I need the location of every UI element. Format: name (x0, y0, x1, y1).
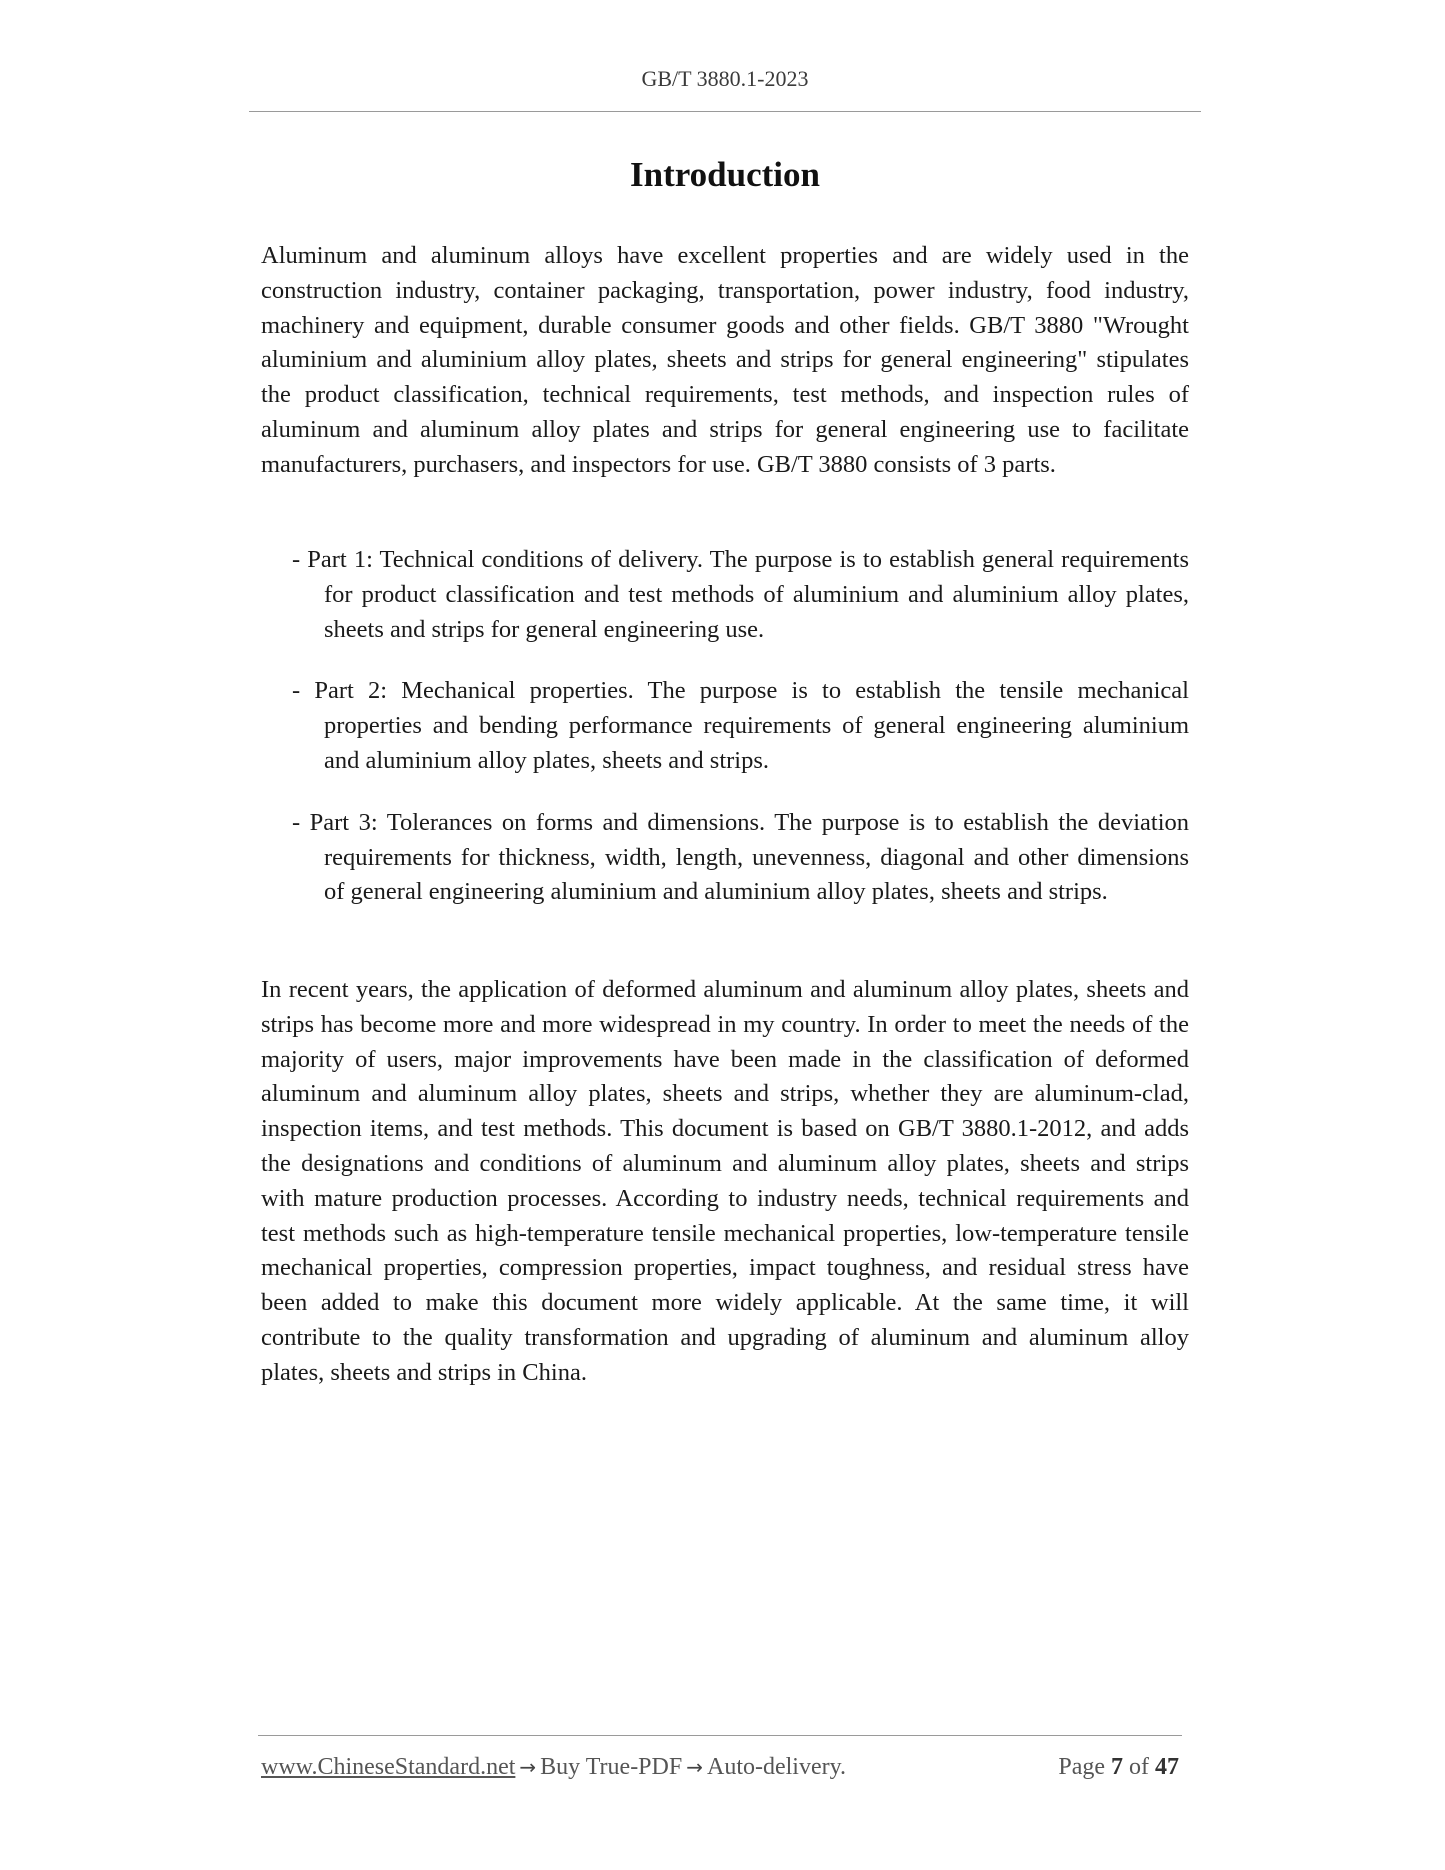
closing-paragraph: In recent years, the application of deformed aluminum and aluminum alloy plates, sheets and strips has become more and more widespread in my country. In order to meet the needs of the majority of users, major improvements have been made in the classification of deformed aluminum and aluminum alloy plates, sheets and strips, whether they are aluminum-clad, inspection items, and test methods. This document is based on GB/T 3880.1-2012, and adds the designations and conditions of aluminum and aluminum alloy plates, sheets and strips with mature production processes. According to industry needs, technical requirements and test methods such as high-temperature tensile mechanical properties, low-temperature tensile mechanical properties, compression properties, impact toughness, and residual stress have been added to make this document more widely applicable. At the same time, it will contribute to the quality transformation and upgrading of aluminum and aluminum alloy plates, sheets and strips in China. (261, 976, 1189, 1386)
list-item-part-2: - Part 2: Mechanical properties. The purpose is to establish the tensile mechanical properties and bending performance requirements of general engineering aluminium and aluminium alloy plates, sheets and strips. (292, 677, 1189, 774)
right-arrow-icon: → (686, 1755, 703, 1779)
footer-step-buy: Buy True-PDF (540, 1754, 683, 1780)
list-item-part-3: - Part 3: Tolerances on forms and dimensions. The purpose is to establish the deviation requirements for thickness, width, length, unevenness, diagonal and other dimensions of general engineering aluminium and aluminium alloy plates, sheets and strips. (292, 808, 1189, 906)
parts-list (261, 543, 1189, 937)
page-label: Page (1058, 1754, 1105, 1780)
header-divider (249, 111, 1201, 112)
intro-paragraph: Aluminum and aluminum alloys have excellent properties and are widely used in the construction industry, container packaging, transportation, power industry, food industry, machinery and equipment, durable consumer goods and other fields. GB/T 3880 "Wrought aluminium and aluminium alloy plates, sheets and strips for general engineering" stipulates the product classification, technical requirements, test methods, and inspection rules of aluminum and aluminum alloy plates and strips for general engineering use to facilitate manufacturers, purchasers, and inspectors for use. GB/T 3880 consists of 3 parts. (261, 242, 1189, 478)
website-link[interactable]: www.ChineseStandard.net (261, 1754, 516, 1780)
page-total: 47 (1155, 1754, 1179, 1780)
list-item-part-1: - Part 1: Technical conditions of delivery. The purpose is to establish general requirements for product classification and test methods of aluminium and aluminium alloy plates, sheets and strips for general engineering use. (292, 546, 1189, 643)
page-number (1058, 1754, 1179, 1781)
footer-divider (258, 1735, 1182, 1736)
page-footer (261, 1754, 1179, 1788)
right-arrow-icon: → (519, 1755, 537, 1779)
running-header: GB/T 3880.1-2023 (641, 66, 809, 91)
page-title: Introduction (630, 155, 820, 194)
footer-promo (261, 1754, 846, 1781)
page-of-label: of (1129, 1754, 1149, 1780)
footer-step-delivery: Auto-delivery. (706, 1754, 847, 1780)
page-current: 7 (1111, 1754, 1123, 1780)
